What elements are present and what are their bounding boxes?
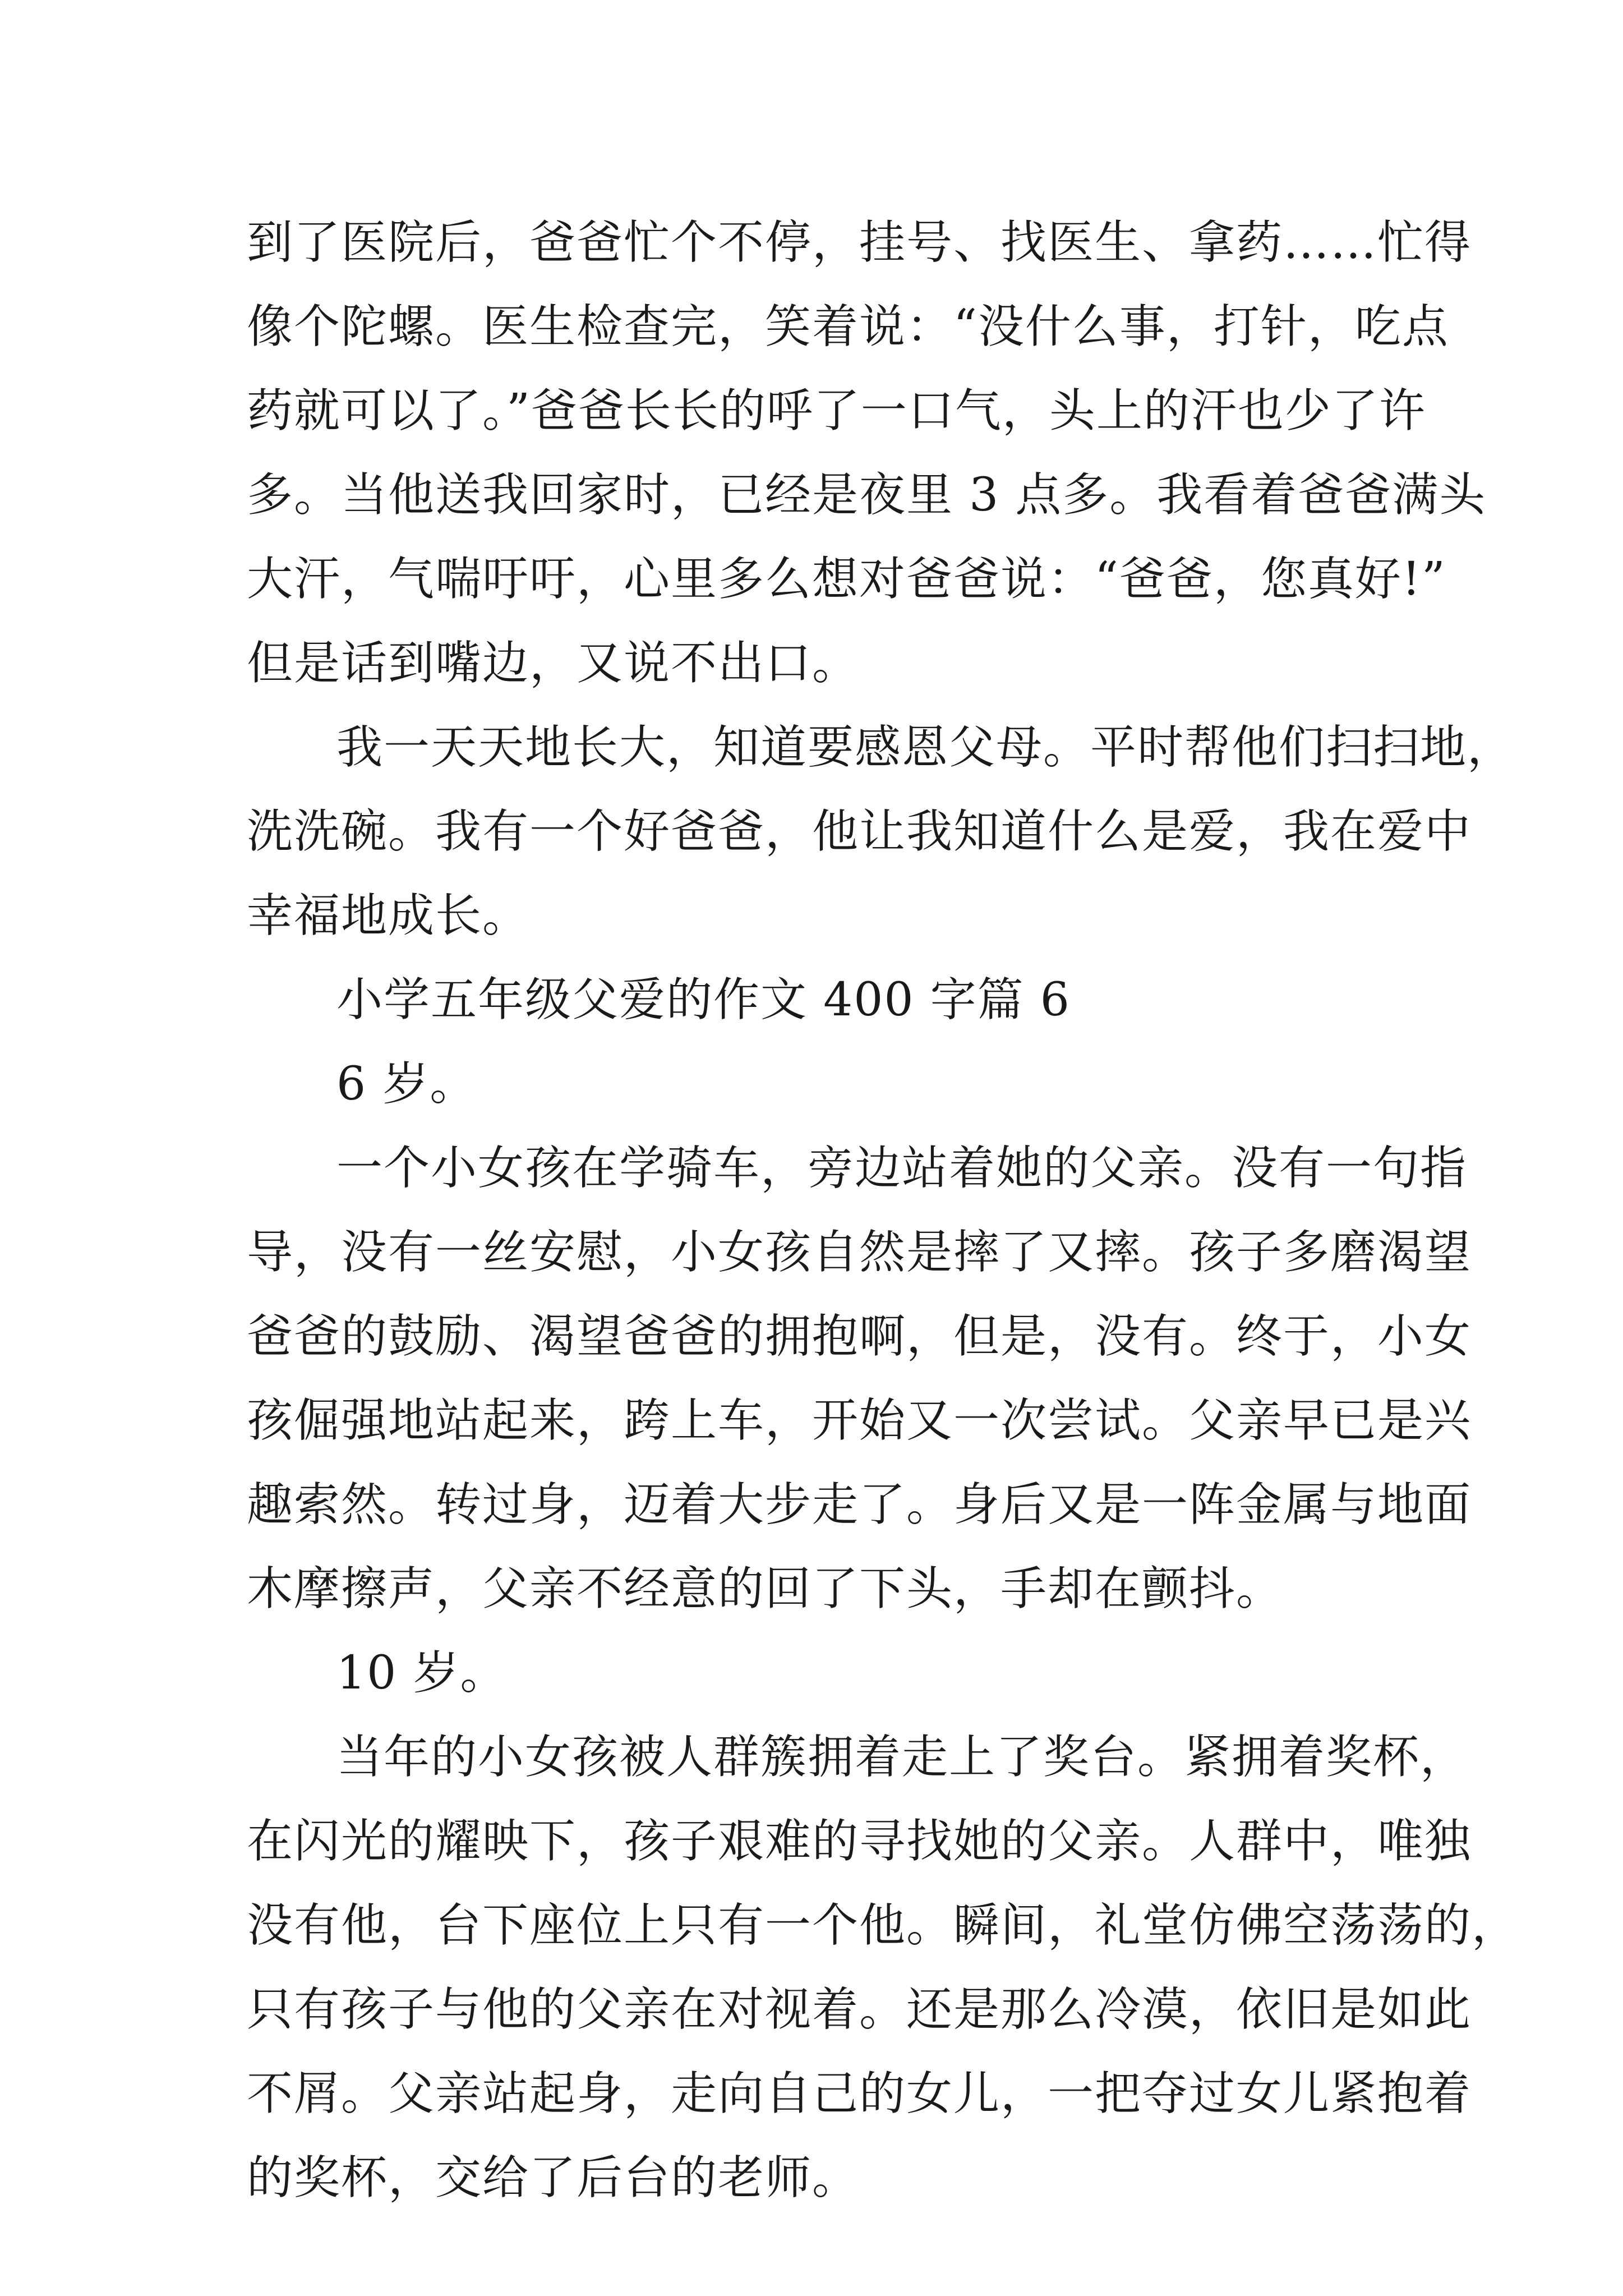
text-line: 小学五年级父爱的作文 400 字篇 6 [336, 973, 1071, 1027]
text-line: 到了医院后，爸爸忙个不停，挂号、找医生、拿药……忙得 [247, 216, 1472, 269]
text-line: 趣索然。转过身，迈着大步走了。身后又是一阵金属与地面 [247, 1478, 1472, 1531]
text-line: 导，没有一丝安慰，小女孩自然是摔了又摔。孩子多磨渴望 [247, 1226, 1472, 1279]
document-body [247, 201, 1519, 2220]
text-line: 药就可以了。”爸爸长长的呼了一口气，头上的汗也少了许 [247, 384, 1426, 438]
text-line: 的奖杯，交给了后台的老师。 [247, 2151, 860, 2205]
text-line: 像个陀螺。医生检查完，笑着说：“没什么事，打针，吃点 [247, 300, 1449, 353]
text-line: 只有孩子与他的父亲在对视着。还是那么冷漠，依旧是如此 [247, 1983, 1472, 2036]
text-line: 在闪光的耀映下，孩子艰难的寻找她的父亲。人群中，唯独 [247, 1815, 1472, 1868]
text-line: 孩倔强地站起来，跨上车，开始又一次尝试。父亲早已是兴 [247, 1394, 1472, 1447]
text-line: 不屑。父亲站起身，走向自己的女儿，一把夺过女儿紧抱着 [247, 2067, 1472, 2120]
text-line: 一个小女孩在学骑车，旁边站着她的父亲。没有一句指 [336, 1142, 1468, 1195]
text-line: 爸爸的鼓励、渴望爸爸的拥抱啊，但是，没有。终于，小女 [247, 1310, 1472, 1363]
text-line: 我一天天地长大，知道要感恩父母。平时帮他们扫扫地， [336, 721, 1515, 774]
text-line: 10 岁。 [336, 1646, 508, 1700]
text-line: 多。当他送我回家时，已经是夜里 3 点多。我看着爸爸满头 [247, 468, 1487, 522]
text-line: 大汗，气喘吁吁，心里多么想对爸爸说：“爸爸，您真好!” [247, 553, 1446, 606]
text-line: 但是话到嘴边，又说不出口。 [247, 637, 860, 690]
text-line: 6 岁。 [336, 1057, 477, 1111]
text-line: 木摩擦声，父亲不经意的回了下头，手却在颤抖。 [247, 1562, 1284, 1616]
text-line: 幸福地成长。 [247, 889, 530, 942]
text-line: 没有他，台下座位上只有一个他。瞬间，礼堂仿佛空荡荡的， [247, 1899, 1519, 1952]
text-line: 洗洗碗。我有一个好爸爸，他让我知道什么是爱，我在爱中 [247, 805, 1472, 858]
text-line: 当年的小女孩被人群簇拥着走上了奖台。紧拥着奖杯， [336, 1731, 1468, 1784]
